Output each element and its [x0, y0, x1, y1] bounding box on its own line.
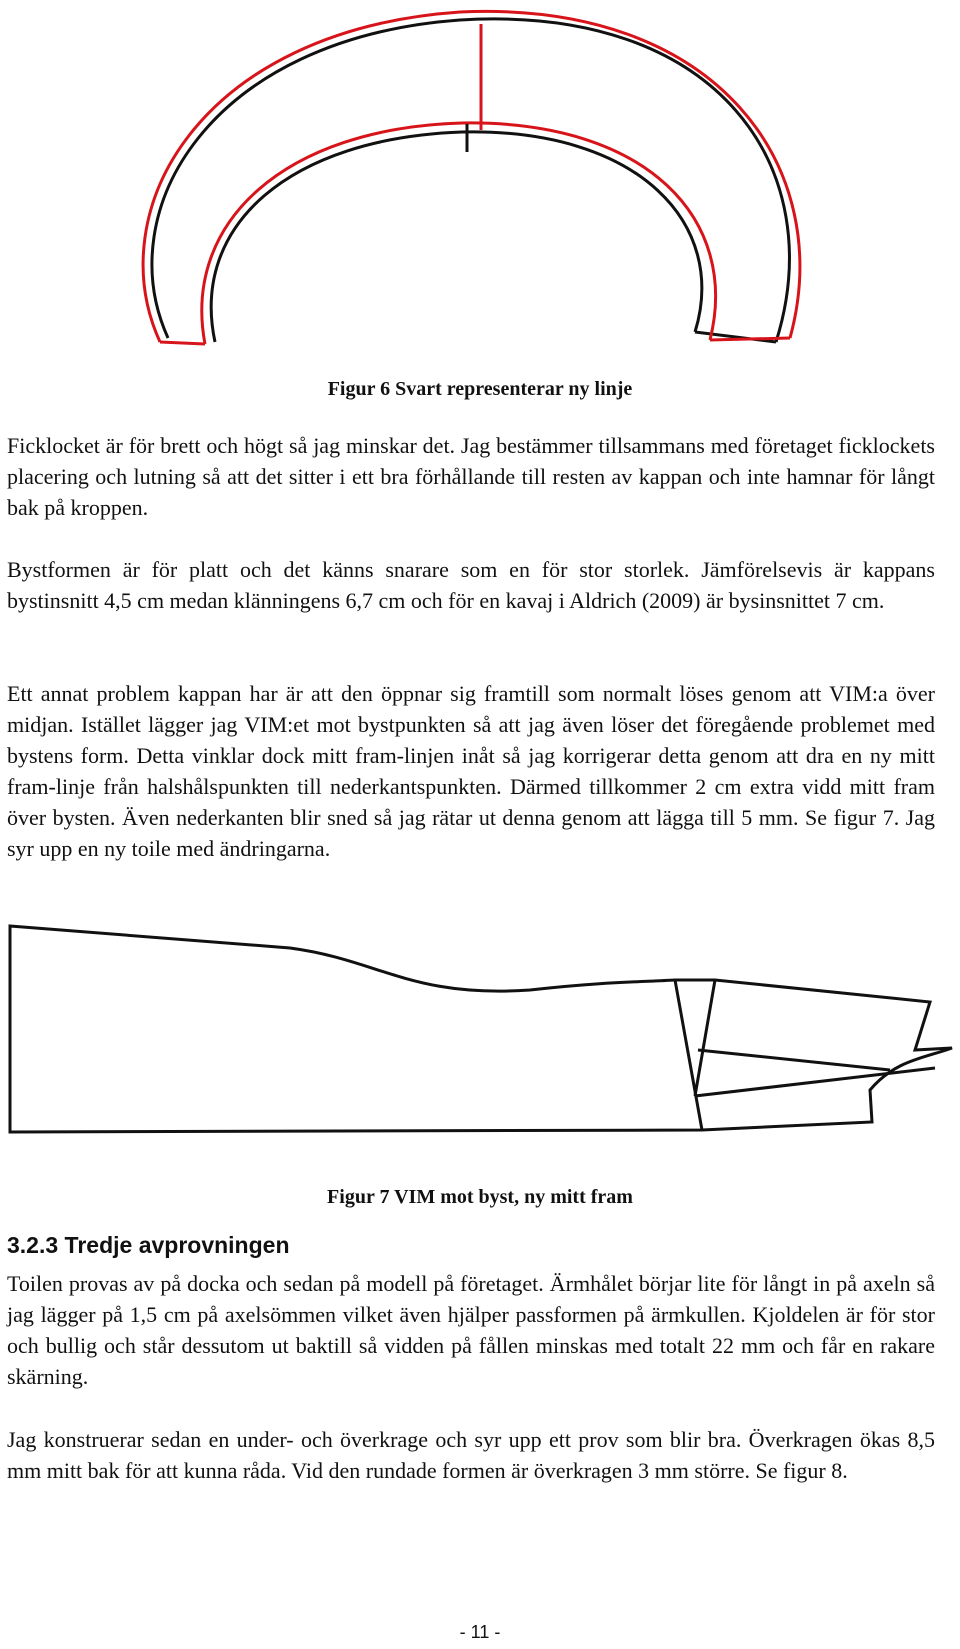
paragraph-2: Bystformen är för platt och det känns snarare som en för stor storlek. Jämförelsevis är kappans bystinsnitt 4,5 cm medan klänningens 6,7 cm och för en kavaj i Aldrich (2009) är bysinsnittet 7 cm.: [7, 557, 935, 613]
collar-old-inner-line: [202, 123, 716, 344]
paragraph-1: Ficklocket är för brett och högt så jag minskar det. Jag bestämmer tillsammans med företaget ficklockets placering och lutning så att det sitter i ett bra förhållande till resten av kappan och inte hamnar för långt bak på kroppen.: [7, 433, 935, 520]
pattern-outline: [10, 926, 952, 1132]
paragraph-5: Jag konstruerar sedan en under- och överkrage och syr upp ett prov som blir bra. Överkragen ökas 8,5 mm mitt bak för att kunna råda. Vid den rundade formen är överkragen 3 mm större. Se figur 8.: [7, 1427, 935, 1483]
paragraph-4: Toilen provas av på docka och sedan på modell på företaget. Ärmhålet börjar lite för långt in på axeln så jag lägger på 1,5 cm på axelsömmen vilket även hjälper passformen på ärmkullen. Kjoldelen är för stor och bullig och står dessutom ut baktill så vidden på fållen minskas med totalt 22 mm och får en rakare skärning.: [7, 1271, 935, 1389]
collar-old-right-end: [710, 338, 790, 340]
figure-6-caption: Figur 6 Svart representerar ny linje: [327, 378, 633, 400]
paragraph-3: Ett annat problem kappan har är att den öppnar sig framtill som normalt löses genom att VIM:a över midjan. Istället lägger jag VIM:et mot bystpunkten så att jag även löser det föregående problemet med bystens form. Detta vinklar dock mitt fram-linjen inåt så jag korrigerar detta genom att dra en ny mitt fram-linje från halshålspunkten till nederkantspunkten. Därmed tillkommer 2 cm extra vidd mitt fram över bysten. Även nederkanten blir sned så jag rätar ut denna genom att lägga till 5 mm. Se figur 7. Jag syr upp en ny toile med ändringarna.: [7, 681, 935, 861]
figure-6-collar-pattern: [0, 0, 960, 360]
page-number: - 11 -: [459, 1622, 501, 1642]
new-center-front-line: [695, 1068, 935, 1096]
section-heading: 3.2.3 Tredje avprovningen: [7, 1232, 290, 1258]
collar-new-inner-line: [211, 132, 702, 342]
vim-dart-left-leg: [675, 980, 702, 1130]
figure-7-front-pattern: [0, 920, 960, 1170]
vim-dart-right-leg: [695, 980, 715, 1096]
figure-7-caption: Figur 7 VIM mot byst, ny mitt fram: [327, 1186, 633, 1208]
collar-old-left-end: [160, 342, 205, 344]
bust-point-line: [698, 1050, 890, 1070]
